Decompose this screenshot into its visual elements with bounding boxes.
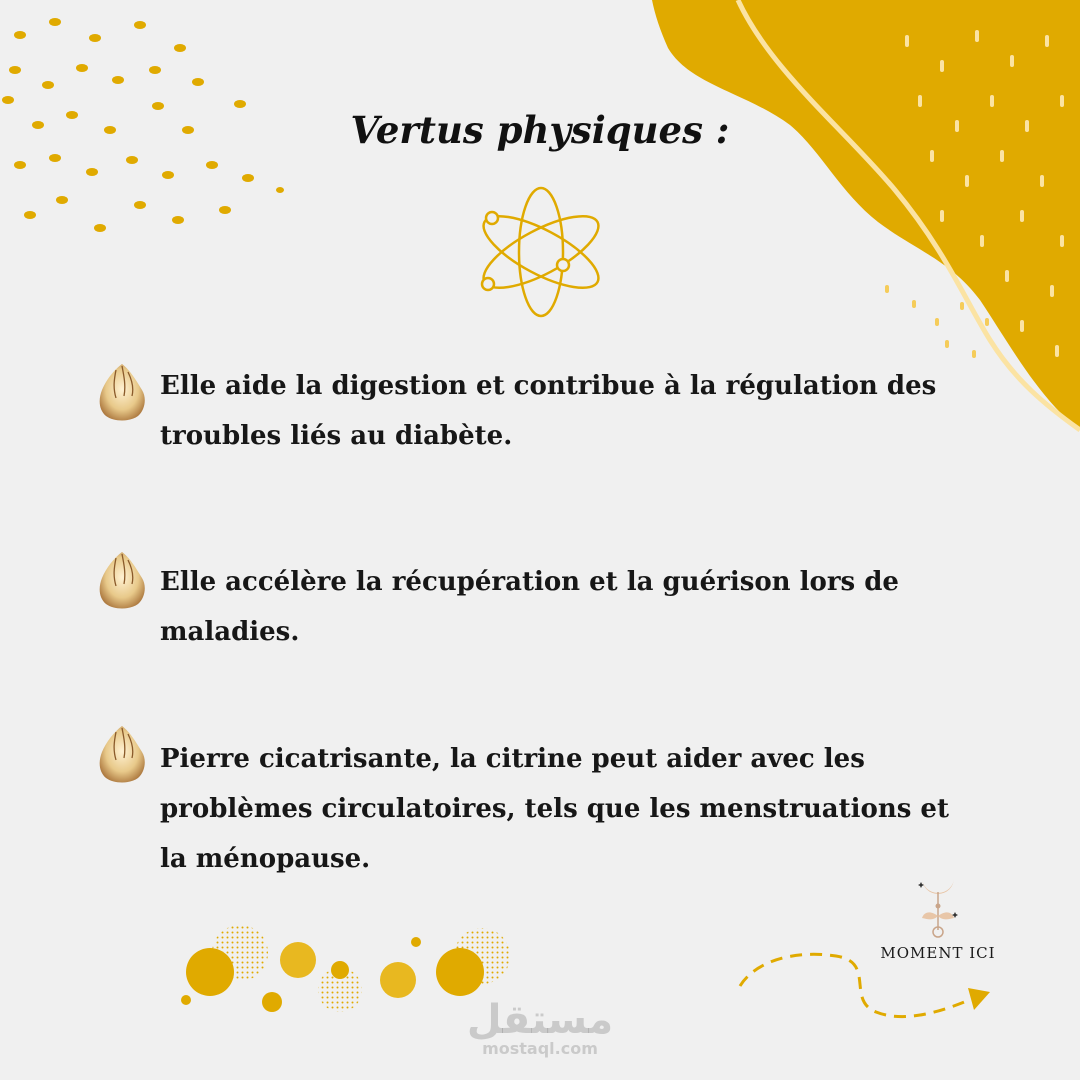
citrine-stone-icon bbox=[96, 550, 148, 610]
watermark-latin: mostaql.com bbox=[482, 1039, 598, 1058]
citrine-stone-icon bbox=[96, 724, 148, 784]
moon-leaf-logo bbox=[912, 870, 964, 944]
watermark-arabic: مستقل bbox=[466, 997, 614, 1043]
citrine-stone-icon bbox=[96, 362, 148, 422]
watermark bbox=[455, 997, 625, 1058]
item-3-text: Pierre cicatrisante, la citrine peut aider avec les problèmes circulatoires, tels que les menstruations et la ménopause. bbox=[160, 744, 949, 874]
item-1-text: Elle aide la digestion et contribue à la régulation des troubles liés au diabète. bbox=[160, 371, 937, 451]
item-2-text: Elle accélère la récupération et la guérison lors de maladies. bbox=[160, 567, 899, 647]
brand-name: MOMENT ICI bbox=[880, 944, 996, 962]
page-title: Vertus physiques : bbox=[350, 108, 730, 152]
atom-icon bbox=[474, 184, 608, 320]
